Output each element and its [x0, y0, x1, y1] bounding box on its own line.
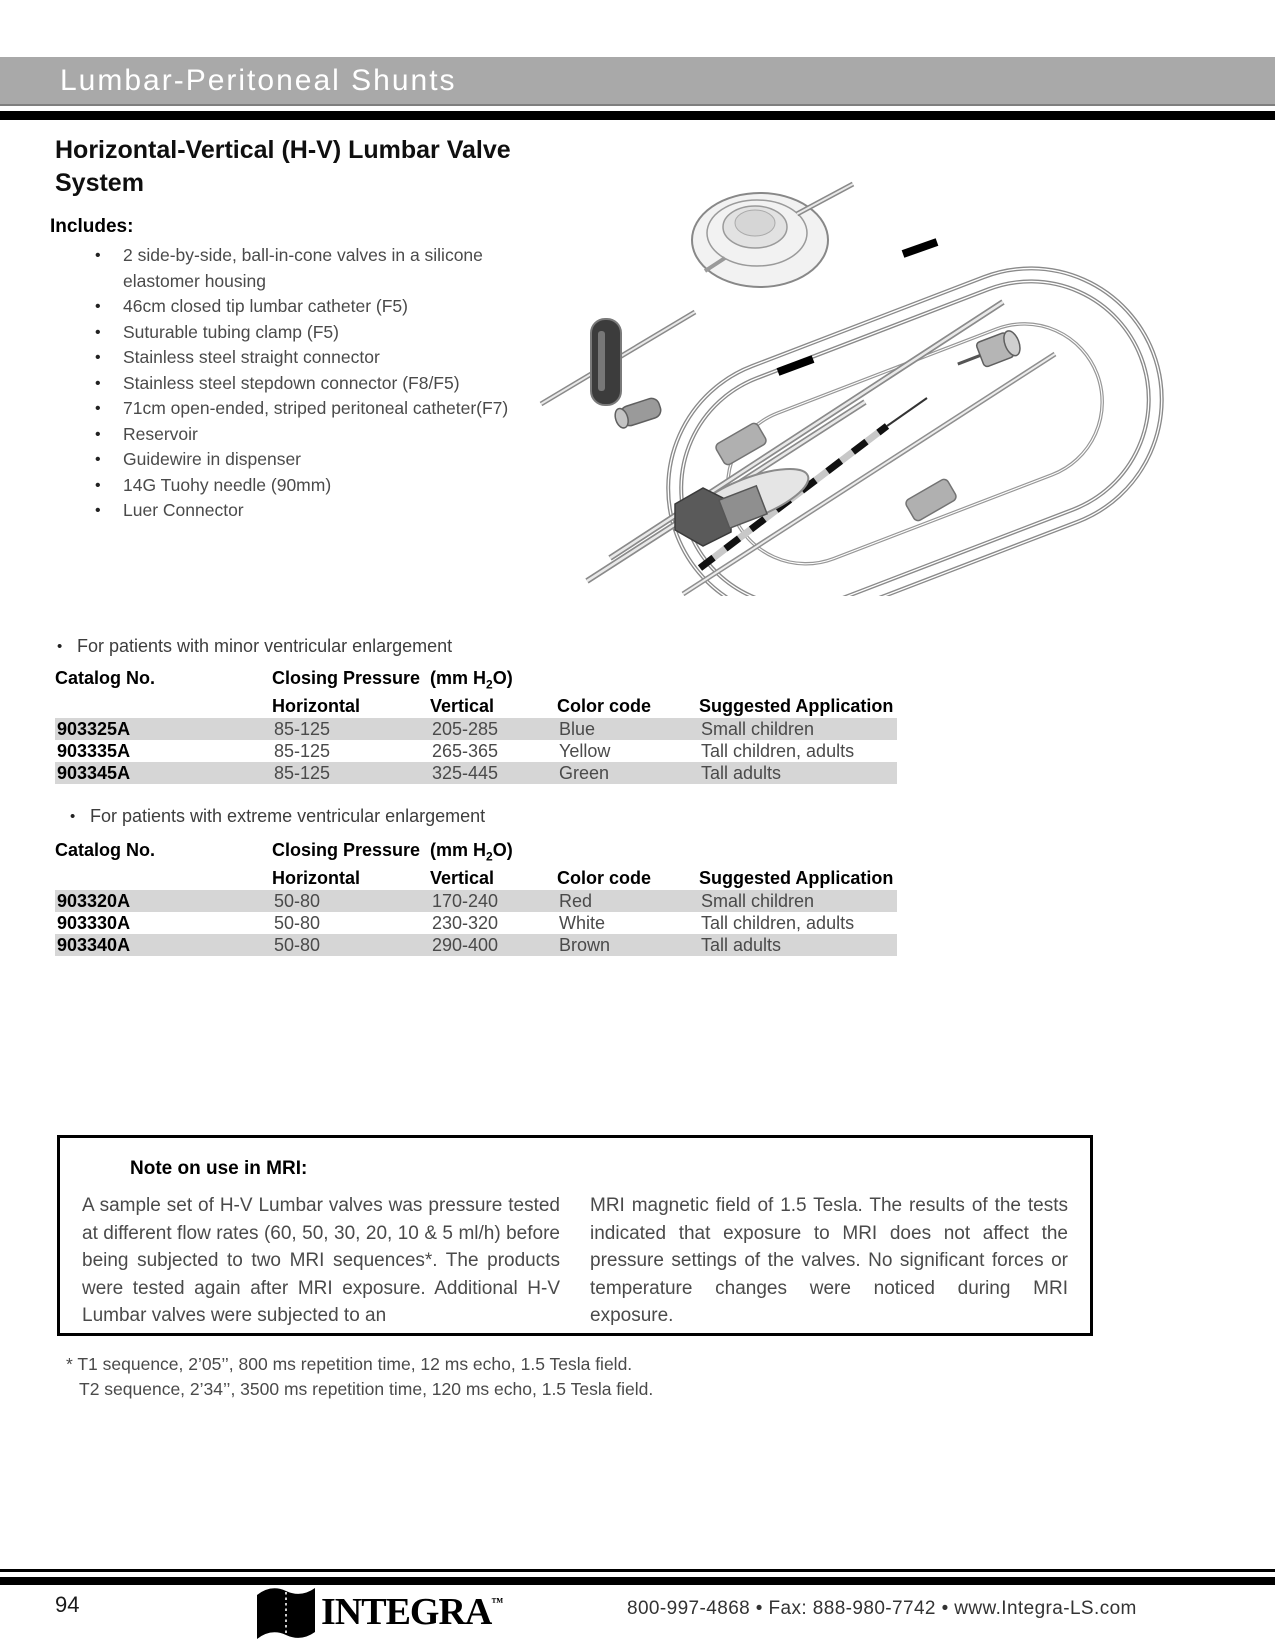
list-item: • Stainless steel straight connector	[95, 345, 545, 371]
coiled-catheter-loops	[630, 230, 1200, 596]
col-header-application: Suggested Application	[699, 695, 894, 716]
col-header-catalog: Catalog No.	[55, 668, 156, 688]
list-item: • 2 side-by-side, ball-in-cone valves in a silicone elastomer housing	[95, 243, 545, 294]
bullet-icon: •	[57, 638, 63, 655]
section-banner	[0, 57, 1275, 106]
col-header-catalog: Catalog No.	[55, 840, 156, 860]
integra-flag-icon	[255, 1583, 317, 1641]
list-item: • Luer Connector	[95, 498, 545, 524]
col-header-units: (mm $H_2O$)	[430, 840, 513, 864]
header-rule	[0, 111, 1275, 120]
pressure-table-extreme	[55, 840, 897, 956]
list-item: • Stainless steel stepdown connector (F8/F5)	[95, 371, 545, 397]
col-header-color-code: Color code	[557, 695, 652, 716]
page-number: 94	[55, 1592, 80, 1617]
table-row: 903340A 50-80 290-400 Brown Tall adults	[55, 934, 897, 956]
col-header-vertical: Vertical	[430, 695, 495, 716]
list-item: • Suturable tubing clamp (F5)	[95, 320, 545, 346]
table-row: 903345A 85-125 325-445 Green Tall adults	[55, 762, 897, 784]
straight-connector	[613, 396, 663, 429]
catheter-segment	[903, 242, 937, 254]
table-caption: • For patients with minor ventricular enlargement	[57, 636, 453, 656]
integra-wordmark: INTEGRA™	[321, 1591, 504, 1633]
col-header-vertical: Vertical	[430, 867, 495, 888]
table-caption: • For patients with extreme ventricular enlargement	[70, 806, 486, 826]
mri-note-column-left: A sample set of H-V Lumbar valves was pressure tested at different flow rates (60, 50, 30, 20, 10 & 5 ml/h) before being subjected to two MRI sequences*. The products were tested again after MRI exposure. Additional H-V Lumbar valves were subjected to an	[82, 1195, 560, 1326]
col-header-color-code: Color code	[557, 867, 652, 888]
col-header-units: (mm $H_2O$)	[430, 668, 513, 692]
footer-rule-thick	[0, 1577, 1275, 1585]
footnotes	[66, 1352, 653, 1402]
table-row: 903325A 85-125 205-285 Blue Small children	[55, 718, 897, 740]
list-item: • 46cm closed tip lumbar catheter (F5)	[95, 294, 545, 320]
integra-logo	[255, 1583, 503, 1641]
page-title: Horizontal-Vertical (H-V) Lumbar Valve System	[55, 136, 511, 197]
list-item: • 14G Tuohy needle (90mm)	[95, 473, 545, 499]
product-illustration	[535, 166, 1275, 596]
footnote-line: * T1 sequence, 2’05’’, 800 ms repetition time, 12 ms echo, 1.5 Tesla field.	[66, 1354, 633, 1374]
luer-connector	[953, 329, 1023, 377]
col-header-closing-pressure: Closing Pressure	[272, 668, 421, 688]
reservoir	[692, 184, 853, 287]
mri-note-box	[57, 1135, 1093, 1336]
mri-note-title: Note on use in MRI:	[130, 1158, 308, 1179]
list-item: • Guidewire in dispenser	[95, 447, 545, 473]
pressure-table-minor	[55, 668, 897, 784]
col-header-closing-pressure: Closing Pressure	[272, 840, 421, 860]
col-header-application: Suggested Application	[699, 867, 894, 888]
tubing-clamp	[541, 312, 695, 405]
banner-title: Lumbar-Peritoneal Shunts	[60, 64, 457, 97]
list-item: • 71cm open-ended, striped peritoneal catheter(F7)	[95, 396, 545, 422]
col-header-horizontal: Horizontal	[272, 695, 360, 716]
list-item: • Reservoir	[95, 422, 545, 448]
footer-contact-info: 800-997-4868 • Fax: 888-980-7742 • www.Integra-LS.com	[627, 1598, 1137, 1619]
bullet-icon: •	[70, 808, 76, 825]
table-row: 903335A 85-125 265-365 Yellow Tall children, adults	[57, 740, 855, 761]
footnote-line: T2 sequence, 2’34’’, 3500 ms repetition time, 120 ms echo, 1.5 Tesla field.	[79, 1379, 654, 1399]
table-row: 903320A 50-80 170-240 Red Small children	[55, 890, 897, 912]
includes-label: Includes:	[50, 216, 134, 237]
mri-note-column-right: MRI magnetic field of 1.5 Tesla. The results of the tests indicated that exposure to MRI does not affect the pressure settings of the valves. No significant forces or temperature changes were noticed during MRI exposure.	[590, 1195, 1068, 1326]
footer-rule-thin	[0, 1569, 1275, 1572]
catheter-segment	[778, 359, 813, 372]
col-header-horizontal: Horizontal	[272, 867, 360, 888]
includes-list	[95, 243, 545, 524]
table-row: 903330A 50-80 230-320 White Tall children, adults	[57, 912, 855, 933]
